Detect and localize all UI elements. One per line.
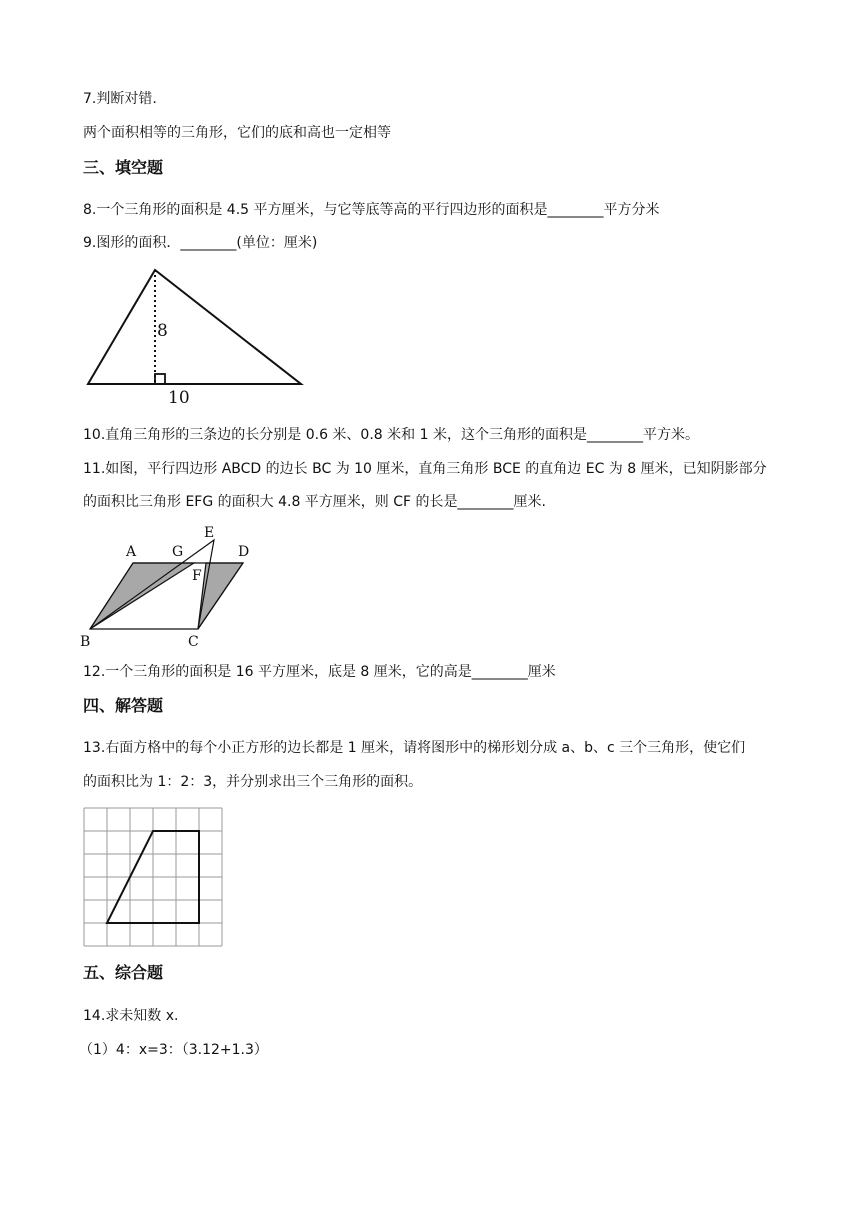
section-heading-comprehensive: 五、综合题	[83, 963, 164, 982]
q11-label-b: B	[80, 634, 91, 650]
q9-right-angle-mark	[155, 374, 165, 384]
q13-line1: 13.右面方格中的每个小正方形的边长都是 1 厘米，请将图形中的梯形划分成 a、b、c 三个三角形，使它们	[83, 740, 746, 756]
q11-label-g: G	[172, 544, 184, 560]
q11-label-d: D	[238, 544, 250, 560]
q13-line2: 的面积比为 1：2：3，并分别求出三个三角形的面积。	[83, 774, 423, 790]
q11-parallelogram-figure	[78, 522, 268, 652]
q12-text: 12.一个三角形的面积是 16 平方厘米，底是 8 厘米，它的高是________厘米	[83, 664, 556, 680]
q11-label-e: E	[204, 525, 215, 541]
q13-grid-figure	[82, 806, 226, 948]
q13-grid	[84, 808, 222, 946]
section-heading-solve: 四、解答题	[83, 696, 164, 715]
q11-line2: 的面积比三角形 EFG 的面积大 4.8 平方厘米，则 CF 的长是________厘米.	[83, 494, 546, 510]
q11-label-f: F	[192, 568, 202, 584]
q7-statement: 两个面积相等的三角形，它们的底和高也一定相等	[83, 125, 391, 141]
q14-text: 14.求未知数 x.	[83, 1008, 179, 1024]
q9-base-label: 10	[168, 388, 190, 407]
q11-shaded-left	[90, 563, 194, 629]
q9-height-label: 8	[157, 321, 168, 341]
q11-label-c: C	[188, 634, 199, 650]
q9-triangle	[88, 270, 301, 384]
q11-triangle-bce	[90, 540, 214, 629]
q11-line1: 11.如图，平行四边形 ABCD 的边长 BC 为 10 厘米，直角三角形 BCE 的直角边 EC 为 8 厘米，已知阴影部分	[83, 461, 767, 477]
q11-label-a: A	[126, 544, 137, 560]
q9-text: 9.图形的面积．________(单位：厘米)	[83, 235, 318, 251]
section-heading-fill-in: 三、填空题	[83, 158, 164, 177]
q8-text: 8.一个三角形的面积是 4.5 平方厘米，与它等底等高的平行四边形的面积是________平方分米	[83, 202, 660, 218]
q10-text: 10.直角三角形的三条边的长分别是 0.6 米、0.8 米和 1 米，这个三角形的面积是________平方米。	[83, 427, 699, 443]
q7-title: 7.判断对错.	[83, 91, 157, 107]
q9-triangle-figure	[80, 262, 315, 407]
q14-part1: （1）4：x=3：（3.12+1.3）	[79, 1042, 268, 1058]
